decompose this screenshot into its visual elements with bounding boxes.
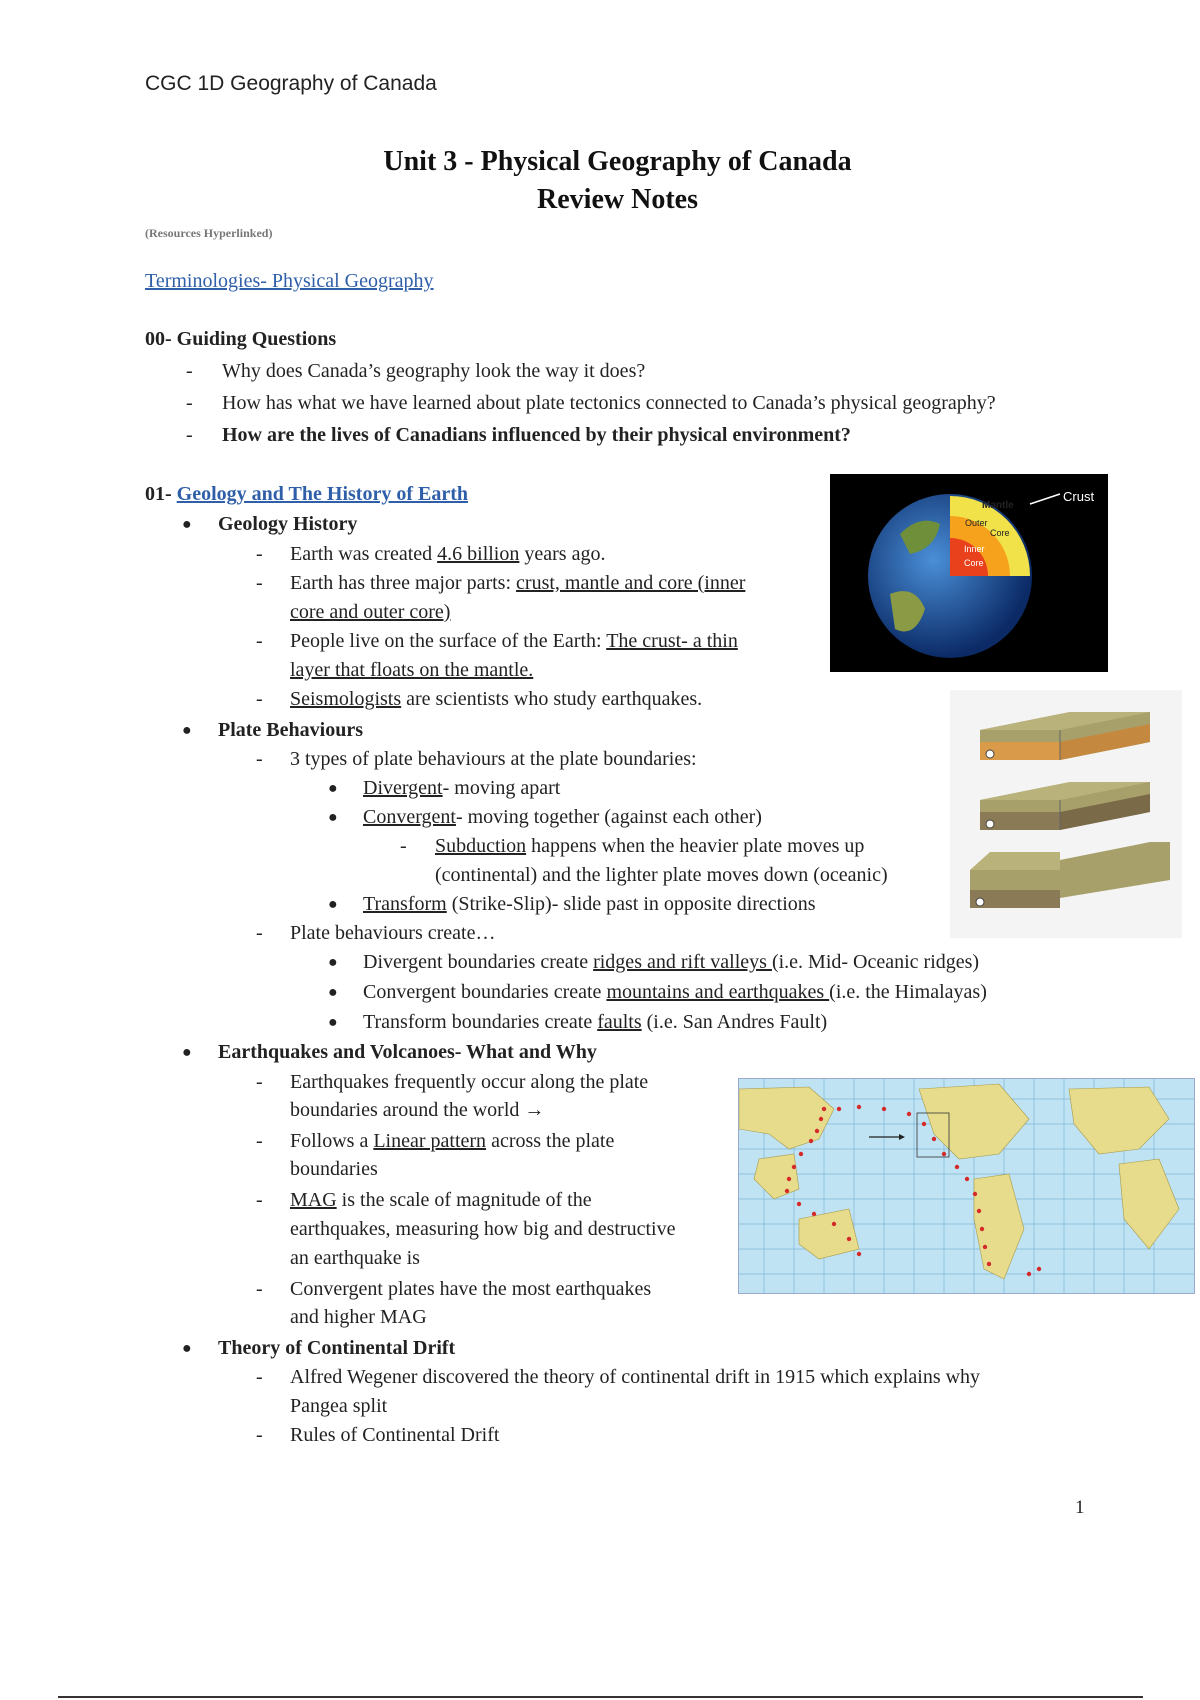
dash-marker: -: [256, 630, 263, 652]
section-00-heading: 00- Guiding Questions: [145, 328, 337, 350]
bullet-marker: ●: [182, 1340, 192, 1357]
bullet-marker: ●: [328, 954, 338, 971]
dash-marker: -: [256, 1366, 263, 1388]
plate-boundaries-image: [950, 690, 1182, 938]
eq-item-2: Follows a Linear pattern across the plate: [290, 1130, 615, 1152]
bullet-marker: ●: [328, 1014, 338, 1031]
earth-layers-diagram: [830, 474, 1108, 672]
eq-item-1: Earthquakes frequently occur along the plate: [290, 1071, 649, 1093]
dash-marker: -: [256, 1278, 263, 1300]
dash-marker: -: [256, 748, 263, 770]
bullet-marker: ●: [182, 1044, 192, 1061]
section-01-number: 01-: [145, 483, 172, 505]
geology-item-2: Earth has three major parts: crust, mantle and core (inner: [290, 572, 746, 594]
eq-item-1-cont: boundaries around the world →: [290, 1099, 545, 1121]
plate-item-2: Plate behaviours create…: [290, 922, 496, 944]
page-bottom-rule: [58, 1696, 1143, 1698]
plate-subduction: Subduction happens when the heavier plate moves up: [435, 835, 865, 857]
bullet-marker: ●: [182, 722, 192, 739]
transform-block: [970, 842, 1170, 908]
bullet-marker: ●: [328, 984, 338, 1001]
terminology-link[interactable]: Terminologies- Physical Geography: [145, 270, 434, 292]
earth-layers-image: [830, 474, 1108, 672]
resources-note: (Resources Hyperlinked): [145, 226, 273, 240]
dash-marker: -: [186, 360, 193, 382]
dash-marker: -: [256, 543, 263, 565]
earthquake-map-image: [738, 1078, 1195, 1294]
eq-item-3-cont: earthquakes, measuring how big and destructive: [290, 1218, 676, 1240]
earthquake-world-map: [739, 1079, 1194, 1293]
bullet-marker: ●: [328, 809, 338, 826]
inner-core-label-2: Core: [964, 558, 984, 568]
plate-transform: Transform (Strike-Slip)- slide past in opposite directions: [363, 893, 816, 915]
plate-item-1: 3 types of plate behaviours at the plate boundaries:: [290, 748, 697, 770]
creates-transform: Transform boundaries create faults (i.e. San Andres Fault): [363, 1011, 828, 1033]
dash-marker: -: [256, 1424, 263, 1446]
convergent-block: [980, 782, 1150, 830]
guiding-question-3: How are the lives of Canadians influenced by their physical environment?: [222, 424, 851, 446]
divergent-block: [980, 712, 1150, 760]
drift-item-1-cont: Pangea split: [290, 1395, 388, 1417]
dash-marker: -: [256, 1130, 263, 1152]
dash-marker: -: [256, 922, 263, 944]
earthquakes-heading: Earthquakes and Volcanoes- What and Why: [218, 1041, 597, 1063]
dash-marker: -: [256, 1189, 263, 1211]
plate-behaviours-heading: Plate Behaviours: [218, 719, 363, 741]
eq-item-3: MAG is the scale of magnitude of the: [290, 1189, 592, 1211]
outer-core-label: Outer: [965, 518, 988, 528]
guiding-question-1: Why does Canada’s geography look the way it does?: [222, 360, 646, 382]
plate-boundaries-diagram: [950, 690, 1182, 938]
creates-divergent: Divergent boundaries create ridges and rift valleys (i.e. Mid- Oceanic ridges): [363, 951, 980, 973]
eq-item-4-cont: and higher MAG: [290, 1306, 427, 1328]
geology-item-3: People live on the surface of the Earth: The crust- a thin: [290, 630, 738, 652]
page-number: 1: [1075, 1497, 1085, 1518]
geology-history-link[interactable]: Geology and The History of Earth: [176, 483, 468, 505]
dash-marker: -: [400, 835, 407, 857]
inner-core-label: Inner: [964, 544, 985, 554]
page-title: Unit 3 - Physical Geography of Canada: [383, 146, 852, 177]
dash-marker: -: [256, 688, 263, 710]
crust-label: Crust: [1063, 489, 1095, 504]
continents: [739, 1084, 1179, 1279]
geology-item-4: Seismologists are scientists who study earthquakes.: [290, 688, 703, 710]
guiding-question-2: How has what we have learned about plate tectonics connected to Canada’s physical geography?: [222, 392, 996, 414]
drift-item-2: Rules of Continental Drift: [290, 1424, 500, 1446]
plate-convergent: Convergent- moving together (against each other): [363, 806, 762, 828]
dash-marker: -: [186, 424, 193, 446]
mantle-label: Mantle: [982, 500, 1014, 511]
dash-marker: -: [256, 1071, 263, 1093]
crust-pointer: [1030, 494, 1060, 504]
bullet-marker: ●: [182, 516, 192, 533]
page-subtitle: Review Notes: [537, 184, 698, 215]
geology-item-1: Earth was created 4.6 billion years ago.: [290, 543, 606, 565]
eq-item-4: Convergent plates have the most earthquakes: [290, 1278, 652, 1300]
creates-convergent: Convergent boundaries create mountains and earthquakes (i.e. the Himalayas): [363, 981, 987, 1003]
eq-item-2-cont: boundaries: [290, 1158, 378, 1180]
plate-divergent: Divergent- moving apart: [363, 777, 561, 799]
map-arrow-head: [899, 1134, 905, 1140]
eq-item-3-cont-2: an earthquake is: [290, 1247, 420, 1269]
outer-core-label-2: Core: [990, 528, 1010, 538]
dash-marker: -: [256, 572, 263, 594]
geology-history-heading: Geology History: [218, 513, 358, 535]
bullet-marker: ●: [328, 780, 338, 797]
continental-drift-heading: Theory of Continental Drift: [218, 1337, 456, 1359]
geology-item-3-cont: layer that floats on the mantle.: [290, 659, 534, 681]
geology-item-2-cont: core and outer core): [290, 601, 451, 623]
document-header: CGC 1D Geography of Canada: [145, 72, 437, 95]
dash-marker: -: [186, 392, 193, 414]
bullet-marker: ●: [328, 896, 338, 913]
plate-subduction-cont: (continental) and the lighter plate moves down (oceanic): [435, 864, 888, 886]
drift-item-1: Alfred Wegener discovered the theory of continental drift in 1915 which explains why: [290, 1366, 981, 1388]
section-01-heading: [145, 480, 468, 509]
